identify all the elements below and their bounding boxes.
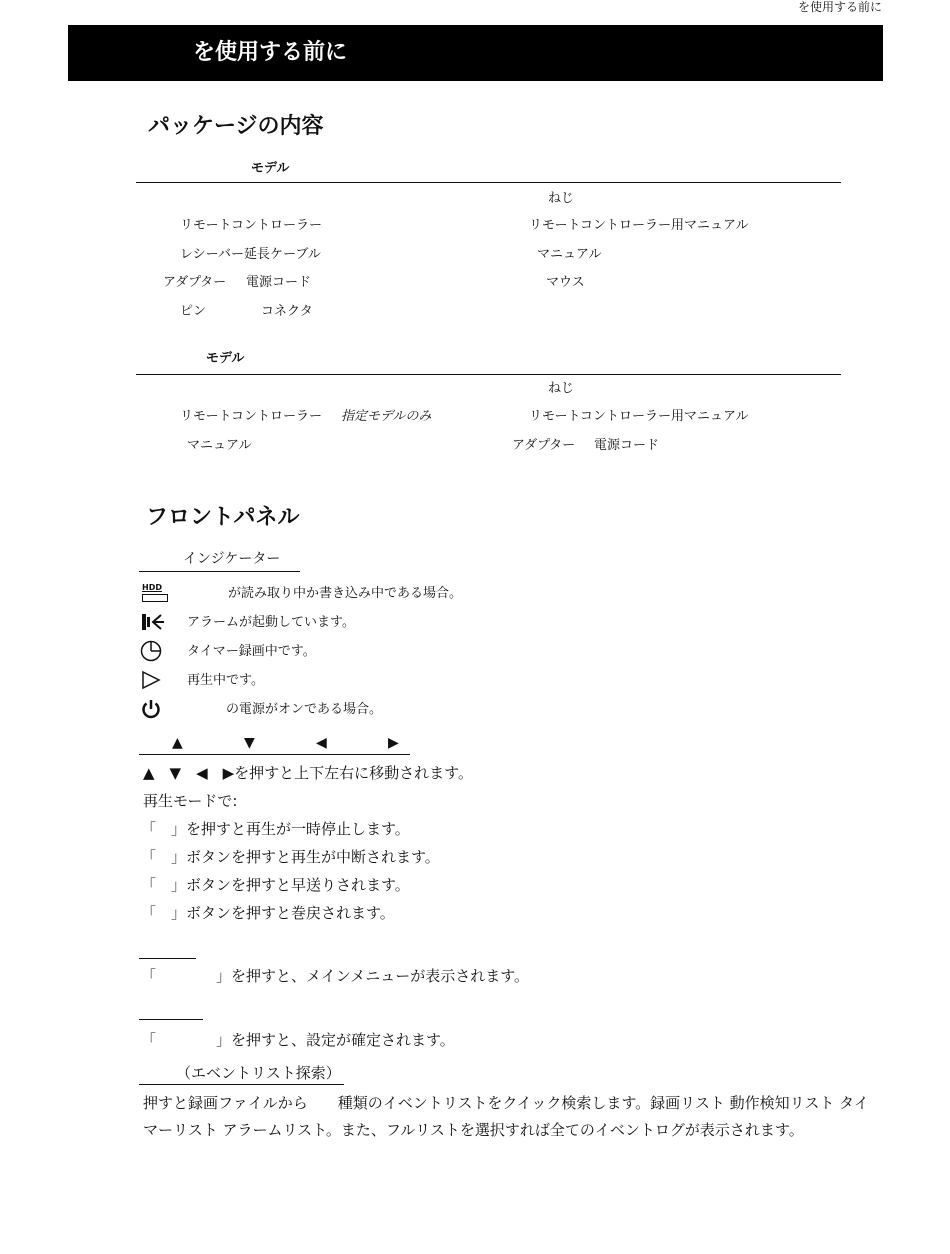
model2-rule [136, 374, 841, 375]
event-search-underline [139, 1084, 344, 1085]
indicators-underline [139, 571, 300, 572]
model1-manual: マニュアル [537, 247, 602, 262]
model1-remote-manual: リモートコントローラー用マニュアル [529, 218, 749, 233]
model1-screw: ねじ [548, 191, 575, 206]
menu-underline [139, 958, 196, 959]
play-indicator-text: 再生中です。 [187, 673, 264, 688]
rewind-text: 「 」ボタンを押すと巻戻されます。 [141, 904, 395, 922]
model2-screw: ねじ [548, 381, 575, 396]
model1-pin: ピン [180, 304, 207, 319]
model1-receiver-cable: レシーバー延長ケーブル [180, 247, 321, 262]
arrows-move-text: ▲ ▼ ◀ ▶を押すと上下左右に移動されます。 [143, 764, 473, 782]
model2-manual: マニュアル [187, 438, 252, 453]
event-search-body: 押すと録画ファイルから 種類のイベントリストをクイック検索します。録画リスト 動作検知リスト タイマーリスト アラームリスト。また、フルリストを選択すれば全てのイベントログが表示されます。 [143, 1094, 869, 1139]
hdd-icon-label: HDD [142, 583, 162, 592]
alarm-icon [141, 612, 165, 632]
model1-rule [136, 182, 841, 183]
hdd-icon [142, 583, 172, 605]
model1-mouse: マウス [546, 275, 585, 290]
model1-connector: コネクタ [261, 304, 313, 319]
indicators-heading: インジケーター [183, 551, 281, 567]
menu-text: 「 」を押すと、メインメニューが表示されます。 [141, 967, 530, 985]
enter-underline [139, 1019, 203, 1020]
fast-forward-text: 「 」ボタンを押すと早送りされます。 [141, 876, 410, 894]
model2-remote-manual: リモートコントローラー用マニュアル [529, 409, 749, 424]
timer-indicator-text: タイマー録画中です。 [187, 644, 316, 659]
hdd-indicator-text: が読み取り中か書き込み中である場合。 [228, 586, 463, 601]
model2-adapter: アダプター [512, 438, 576, 453]
model2-power-cord: 電源コード [594, 438, 660, 453]
arrow-down-label: ▼ [244, 735, 255, 751]
model1-power-cord: 電源コード [246, 275, 312, 290]
event-search-heading: （エベントリスト探索） [176, 1064, 341, 1082]
enter-text: 「 」を押すと、設定が確定されます。 [141, 1031, 455, 1049]
model2-label: モデル [206, 351, 245, 366]
running-header: を使用する前に [797, 0, 882, 14]
timer-clock-icon [140, 640, 162, 662]
model1-remote: リモートコントローラー [180, 218, 322, 233]
power-icon [140, 698, 162, 720]
model2-remote-note: 指定モデルのみ [341, 409, 432, 424]
banner-title: を使用する前に [193, 40, 348, 65]
model1-adapter: アダプター [163, 275, 227, 290]
pause-text: 「 」を押すと再生が一時停止します。 [141, 820, 410, 838]
section-banner [68, 25, 883, 81]
arrow-left-label: ◀ [316, 735, 327, 751]
package-heading: パッケージの内容 [148, 114, 324, 139]
playback-mode-text: 再生モードで: [143, 792, 238, 810]
model1-label: モデル [251, 161, 290, 176]
arrows-underline [139, 754, 410, 755]
alarm-indicator-text: アラームが起動しています。 [187, 615, 355, 630]
arrow-right-label: ▶ [388, 735, 399, 751]
model2-remote: リモートコントローラー [180, 409, 322, 424]
play-icon [141, 670, 161, 690]
arrow-up-label: ▲ [172, 735, 183, 751]
power-indicator-text: の電源がオンである場合。 [226, 702, 383, 717]
front-panel-heading: フロントパネル [146, 505, 300, 530]
stop-text: 「 」ボタンを押すと再生が中断されます。 [141, 848, 440, 866]
